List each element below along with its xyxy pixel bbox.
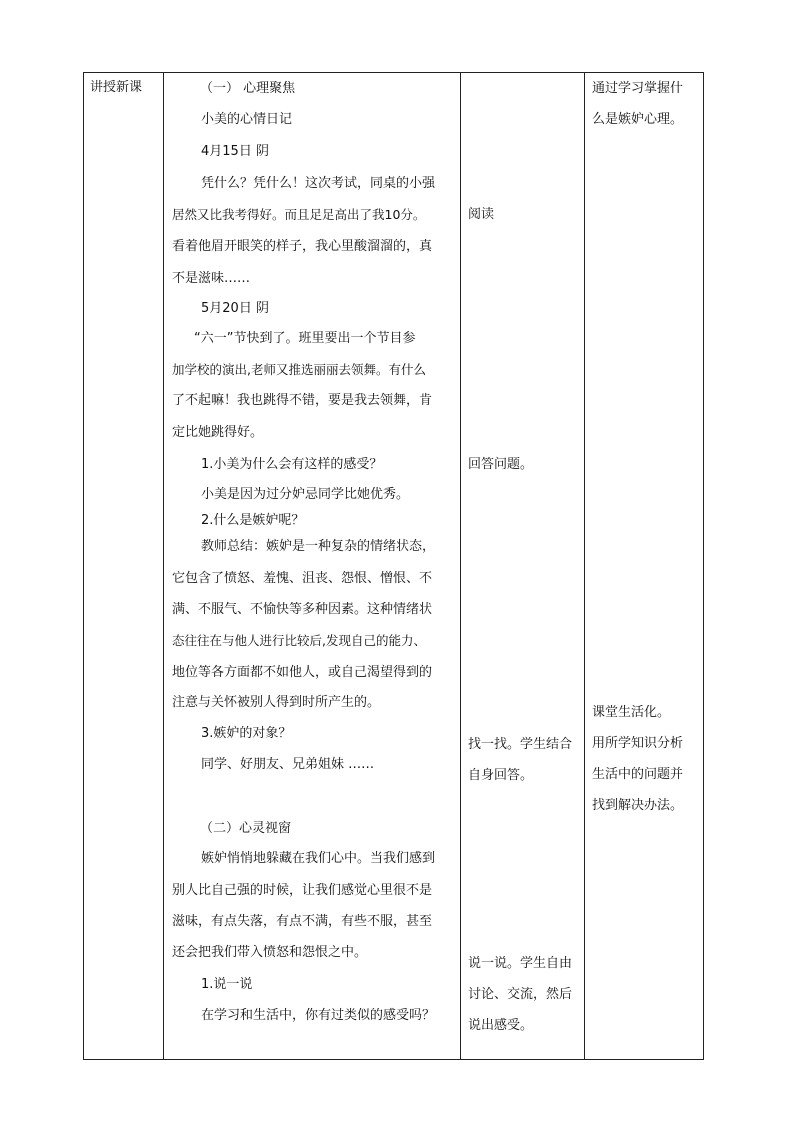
answer-3: 同学、好朋友、兄弟姐妹 …… (201, 757, 375, 772)
question-3: 3.嫉妒的对象？ (201, 726, 292, 741)
stage-label: 讲授新课 (90, 80, 143, 95)
summary-line: 满、不服气、不愉快等多种因素。这种情绪状 (172, 602, 433, 617)
entry1-date: 4月15日 阴 (201, 144, 269, 159)
entry2-line: 加学校的演出,老师又推选丽丽去领舞。有什么 (172, 362, 426, 377)
intent-life: 课堂生活化。 (592, 705, 671, 720)
activity-find: 找一找。学生结合 (468, 737, 573, 752)
entry2-line: 定比她跳得好。 (172, 425, 264, 440)
summary-line: 地位等各方面都不如他人，或自己渴望得到的 (172, 665, 433, 680)
subsection-1-question: 在学习和生活中，你有过类似的感受吗？ (201, 1008, 436, 1023)
entry1-line: 看着他眉开眼笑的样子，我心里酸溜溜的，真 (172, 239, 433, 254)
section2-para-line: 嫉妒悄悄地躲藏在我们心中。当我们感到 (201, 851, 436, 866)
activity-answer: 回答问题。 (468, 457, 534, 472)
intent-life: 生活中的问题并 (592, 767, 684, 782)
intent-goal: 通过学习掌握什 (592, 81, 684, 96)
subsection-1: 1.说一说 (201, 977, 253, 992)
entry2-date: 5月20日 阴 (201, 301, 269, 316)
summary-line: 它包含了愤怒、羞愧、沮丧、怨恨、憎恨、不 (172, 571, 433, 586)
activity-discuss: 讨论、交流，然后 (468, 987, 573, 1002)
lesson-plan-table (83, 72, 704, 1060)
summary-line: 注意与关怀被别人得到时所产生的。 (172, 695, 381, 710)
section2-heading: （二）心灵视窗 (200, 821, 292, 836)
activity-discuss: 说出感受。 (468, 1018, 534, 1033)
entry2-line: “六一”节快到了。班里要出一个节目参 (194, 331, 416, 346)
entry1-line: 不是滋味…… (172, 271, 251, 286)
section2-para-line: 滋味，有点失落，有点不满，有些不服，甚至 (172, 914, 433, 929)
entry1-line: 居然又比我考得好。而且足足高出了我10分。 (172, 207, 426, 222)
section1-heading: （一） 心理聚焦 (200, 81, 296, 96)
activity-find: 自身回答。 (468, 768, 534, 783)
summary-line: 态往往在与他人进行比较后,发现自己的能力、 (172, 633, 426, 648)
stage-cell (84, 73, 164, 1060)
summary-line: 教师总结：嫉妒是一种复杂的情绪状态， (201, 539, 436, 554)
section2-para-line: 别人比自己强的时候，让我们感觉心里很不是 (172, 883, 433, 898)
teacher-content-cell (164, 73, 461, 1060)
student-activity-cell (461, 73, 585, 1060)
entry1-line: 凭什么？凭什么！这次考试，同桌的小强 (201, 176, 436, 191)
answer-1: 小美是因为过分妒忌同学比她优秀。 (201, 487, 410, 502)
intent-goal: 么是嫉妒心理。 (592, 112, 684, 127)
diary-title: 小美的心情日记 (201, 112, 293, 127)
entry2-line: 了不起嘛！我也跳得不错，要是我去领舞，肯 (172, 393, 433, 408)
question-1: 1.小美为什么会有这样的感受？ (201, 457, 383, 472)
question-2: 2.什么是嫉妒呢？ (201, 513, 305, 528)
intent-life: 找到解决办法。 (592, 798, 684, 813)
section2-para-line: 还会把我们带入愤怒和怨恨之中。 (172, 945, 368, 960)
activity-discuss: 说一说。学生自由 (468, 956, 573, 971)
intent-life: 用所学知识分析 (592, 736, 684, 751)
activity-read: 阅读 (468, 207, 495, 222)
design-intent-cell (585, 73, 704, 1060)
